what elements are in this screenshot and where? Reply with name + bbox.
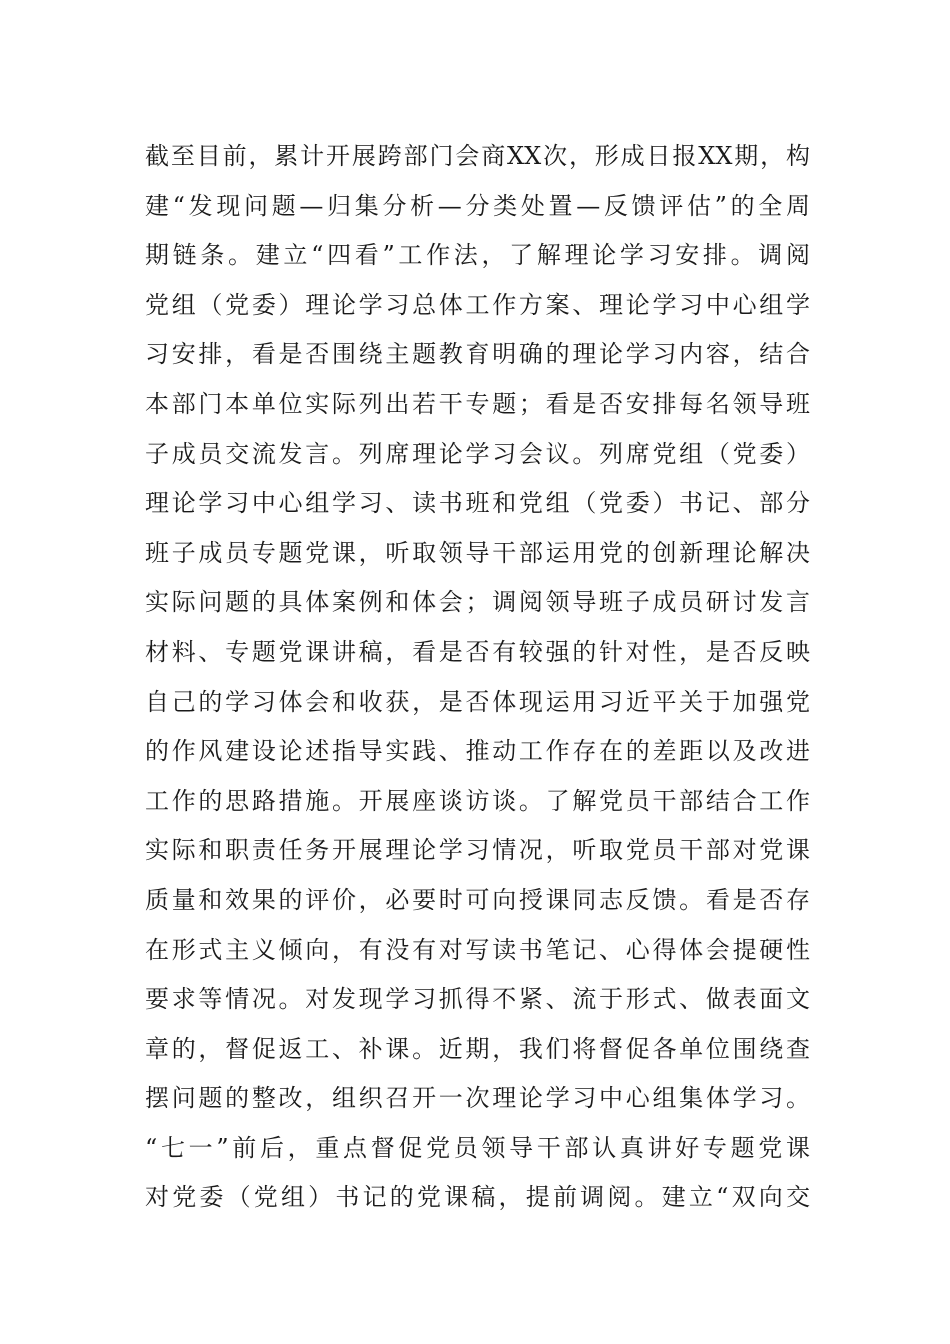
text-line: 要求等情况。对发现学习抓得不紧、流于形式、做表面文: [145, 985, 810, 1014]
text-line: 截至目前，累计开展跨部门会商XX次，形成日报XX期，构: [145, 142, 810, 170]
text-line: 实际和职责任务开展理论学习情况，听取党员干部对党课: [145, 836, 810, 865]
text-line: 实际问题的具体案例和体会；调阅领导班子成员研讨发言: [145, 588, 810, 617]
text-line: 建“发现问题—归集分析—分类处置—反馈评估”的全周: [145, 191, 810, 220]
text-line: 的作风建设论述指导实践、推动工作存在的差距以及改进: [145, 737, 810, 766]
text-line: 班子成员专题党课，听取领导干部运用党的创新理论解决: [145, 538, 810, 567]
text-line: 工作的思路措施。开展座谈访谈。了解党员干部结合工作: [145, 786, 810, 815]
text-line: 在形式主义倾向，有没有对写读书笔记、心得体会提硬性: [145, 935, 810, 964]
text-line: 章的，督促返工、补课。近期，我们将督促各单位围绕查: [145, 1034, 810, 1063]
text-line: 习安排，看是否围绕主题教育明确的理论学习内容，结合: [145, 340, 810, 369]
text-line: 理论学习中心组学习、读书班和党组（党委）书记、部分: [145, 489, 810, 518]
text-line: 对党委（党组）书记的党课稿，提前调阅。建立“双向交: [145, 1183, 810, 1212]
text-line: 自己的学习体会和收获，是否体现运用习近平关于加强党: [145, 687, 810, 716]
text-line: “七一”前后，重点督促党员领导干部认真讲好专题党课: [145, 1133, 810, 1162]
text-line: 子成员交流发言。列席理论学习会议。列席党组（党委）: [145, 439, 810, 468]
text-line: 本部门本单位实际列出若干专题；看是否安排每名领导班: [145, 389, 810, 418]
text-line: 摆问题的整改，组织召开一次理论学习中心组集体学习。: [145, 1084, 810, 1113]
text-line: 党组（党委）理论学习总体工作方案、理论学习中心组学: [145, 290, 810, 319]
text-line: 质量和效果的评价，必要时可向授课同志反馈。看是否存: [145, 885, 810, 914]
body-text: [145, 132, 810, 1223]
text-line: 材料、专题党课讲稿，看是否有较强的针对性，是否反映: [145, 637, 810, 666]
text-line: 期链条。建立“四看”工作法，了解理论学习安排。调阅: [145, 241, 810, 270]
